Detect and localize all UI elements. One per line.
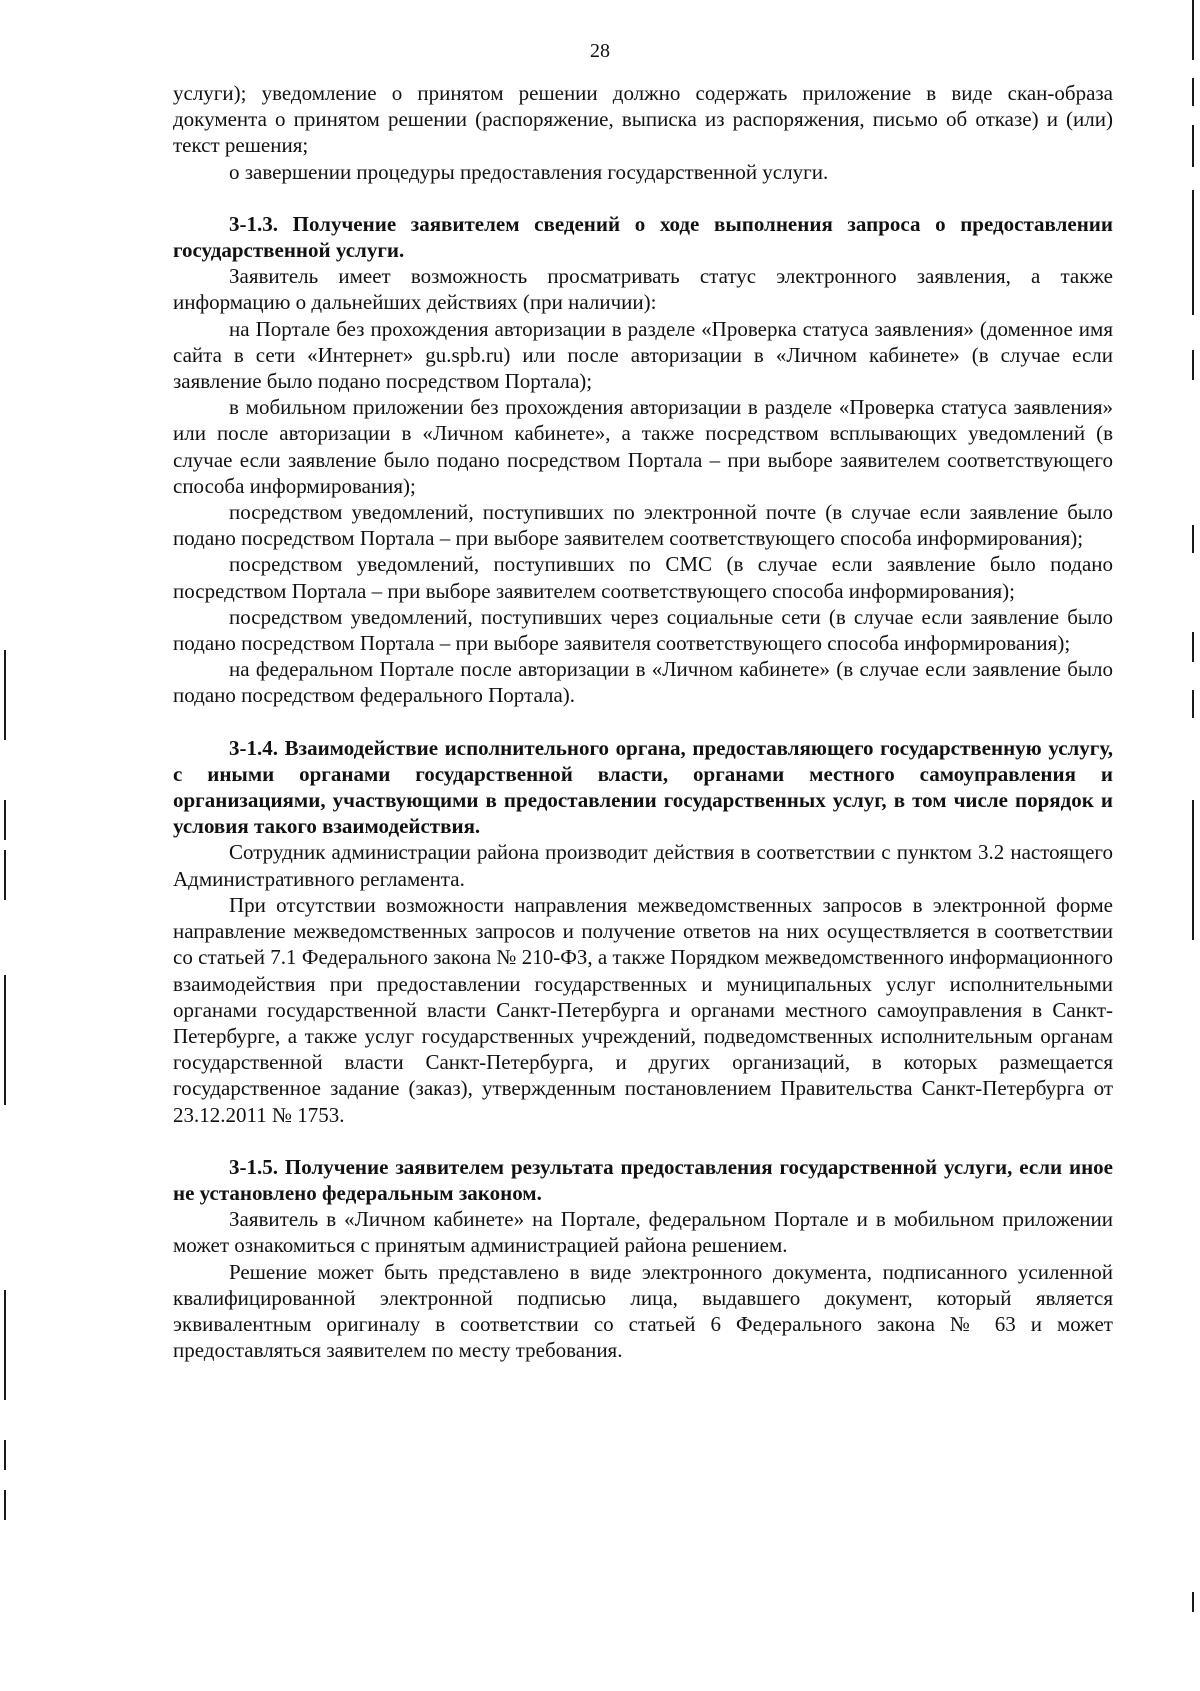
scan-edge-mark xyxy=(1192,1592,1194,1612)
scan-edge-mark xyxy=(1192,350,1194,380)
scan-edge-mark xyxy=(4,975,6,1105)
paragraph-personal-account: Заявитель в «Личном кабинете» на Портале, федеральном Портале и в мобильном приложении может ознакомиться с принятым администрацией района решением. xyxy=(173,1207,1113,1258)
scan-edge-mark xyxy=(1192,125,1194,167)
scan-edge-mark xyxy=(1192,190,1194,315)
list-item-federal-portal: на федеральном Портале после авторизации в «Личном кабинете» (в случае если заявление было подано посредством федерального Портала). xyxy=(173,657,1113,708)
scan-edge-mark xyxy=(4,800,6,840)
list-item-mobile-app: в мобильном приложении без прохождения авторизации в разделе «Проверка статуса заявления» или после авторизации в «Личном кабинете», а также посредством всплывающих уведомлений (в случае если заявление было подано посредством Портала – при выборе заявителем соответствующего способа информирования); xyxy=(173,395,1113,498)
list-item-email: посредством уведомлений, поступивших по электронной почте (в случае если заявление было подано посредством Портала – при выборе заявителем соответствующего способа информирования); xyxy=(173,500,1113,551)
scan-edge-mark xyxy=(1192,525,1194,553)
document-body xyxy=(173,80,1113,1363)
page-number: 28 xyxy=(590,40,610,62)
section-heading-3-1-3: 3-1.3. Получение заявителем сведений о ходе выполнения запроса о предоставлении государственной услуги. xyxy=(173,211,1113,263)
scan-edge-mark xyxy=(1192,632,1194,662)
scan-edge-mark xyxy=(4,1290,6,1400)
paragraph-status-viewing: Заявитель имеет возможность просматривать статус электронного заявления, а также информацию о дальнейших действиях (при наличии): xyxy=(173,264,1113,315)
scan-edge-mark xyxy=(4,1490,6,1520)
scan-edge-mark xyxy=(4,1440,6,1470)
paragraph-procedure-completion: о завершении процедуры предоставления государственной услуги. xyxy=(229,159,829,184)
section-heading-3-1-4: 3-1.4. Взаимодействие исполнительного органа, предоставляющего государственную услугу, с иными органами государственной власти, органами местного самоуправления и организациями, участвующими в предоставлении государственных услуг, в том числе порядок и условия такого взаимодействия. xyxy=(173,735,1113,839)
list-item-social-networks: посредством уведомлений, поступивших через социальные сети (в случае если заявление было подано посредством Портала – при выборе заявителя соответствующего способа информирования); xyxy=(173,604,1113,656)
scan-edge-mark xyxy=(1192,800,1194,940)
paragraph-employee-actions: Сотрудник администрации района производит действия в соответствии с пунктом 3.2 настоящего Административного регламента. xyxy=(173,840,1113,891)
scan-edge-mark xyxy=(1192,78,1194,106)
section-heading-3-1-5: 3-1.5. Получение заявителем результата предоставления государственной услуги, если иное не установлено федеральным законом. xyxy=(173,1154,1113,1205)
list-item-sms: посредством уведомлений, поступивших по СМС (в случае если заявление было подано посредством Портала – при выборе заявителем соответствующего способа информирования); xyxy=(173,552,1113,603)
scan-edge-mark xyxy=(4,850,6,900)
scan-edge-mark xyxy=(4,650,6,740)
list-item-portal: на Портале без прохождения авторизации в разделе «Проверка статуса заявления» (доменное имя сайта в сети «Интернет» gu.spb.ru) или после авторизации в «Личном кабинете» (в случае если заявление было подано посредством Портала); xyxy=(173,316,1113,394)
scan-edge-mark xyxy=(1192,0,1194,60)
paragraph-notification-content: услуги); уведомление о принятом решении должно содержать приложение в виде скан-образа документа о принятом решении (распоряжение, выписка из распоряжения, письмо об отказе) и (или) текст решения; xyxy=(173,81,1113,158)
paragraph-interagency-requests: При отсутствии возможности направления межведомственных запросов в электронной форме направление межведомственных запросов и получение ответов на них осуществляется в соответствии со статьей 7.1 Федерального закона № 210-ФЗ, а также Порядком межведомственного информационного взаимодействия при предоставлении государственных и муниципальных услуг исполнительными органами государственной власти Санкт-Петербурга и органами местного самоуправления в Санкт-Петербурге, а также услуг государственных учреждений, подведомственных исполнительным органам государственной власти Санкт-Петербурга, и других организаций, в которых размещается государственное задание (заказ), утвержденным постановлением Правительства Санкт-Петербурга от 23.12.2011 № 1753. xyxy=(173,892,1113,1127)
paragraph-electronic-decision: Решение может быть представлено в виде электронного документа, подписанного усиленной квалифицированной электронной подписью лица, выдавшего документ, который является эквивалентным оригиналу в соответствии со статьей 6 Федерального закона № 63 и может предоставляться заявителем по месту требования. xyxy=(173,1259,1113,1363)
scan-edge-mark xyxy=(1192,690,1194,718)
